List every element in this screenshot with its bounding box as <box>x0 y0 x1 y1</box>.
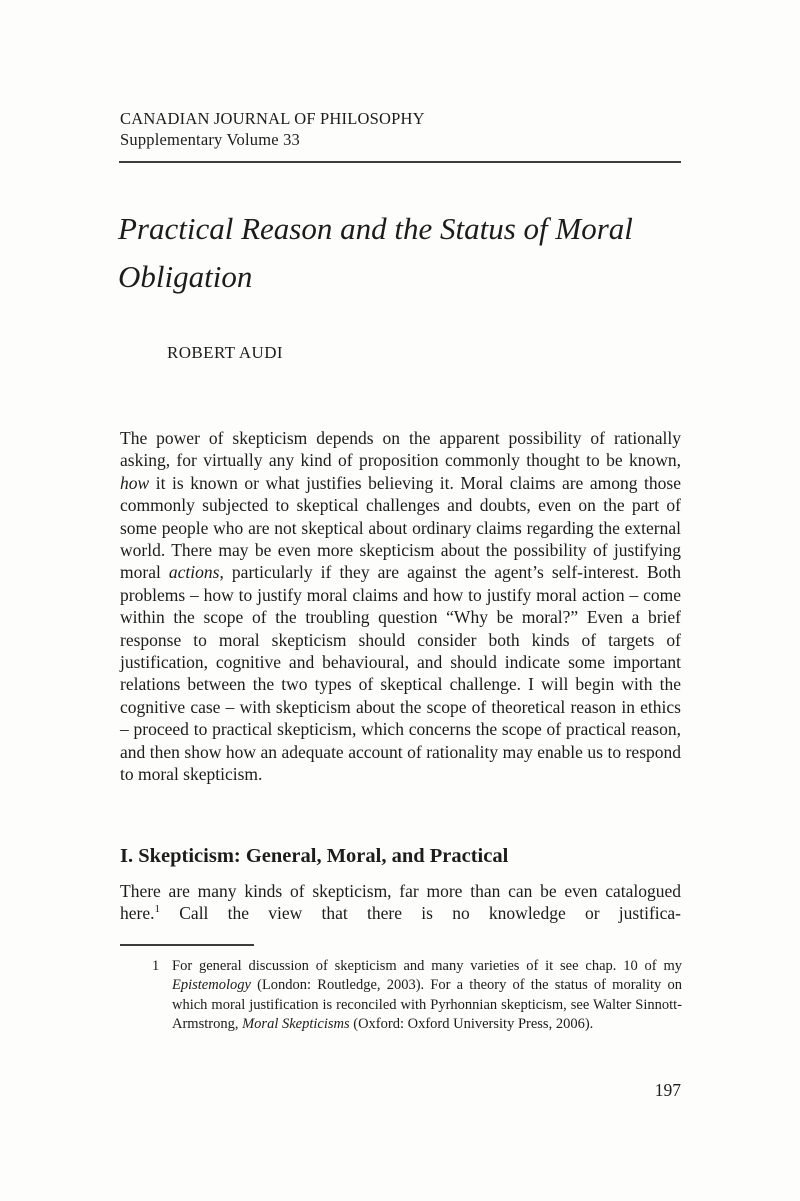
article-title <box>118 205 718 301</box>
journal-header <box>120 108 681 150</box>
author-name: ROBERT AUDI <box>167 343 283 362</box>
article-title-line2: Obligation <box>118 259 253 294</box>
footnote-text: For general discussion of skepticism and many varieties of it see chap. 10 of my Epistemology (London: Routledge, 2003). For a theory of the status of morality on which moral justification is reconciled with Pyrhonnian skepticism, see Walter Sinnott-Armstrong, Moral Skepticisms (Oxford: Oxford University Press, 2006). <box>172 958 682 1033</box>
footnote-separator-rule <box>120 944 254 946</box>
footnote <box>152 957 682 1035</box>
page-number: 197 <box>654 1080 681 1100</box>
header-rule <box>119 161 681 163</box>
section-heading: I. Skepticism: General, Moral, and Practical <box>120 845 509 867</box>
journal-name: CANADIAN JOURNAL OF PHILOSOPHY <box>120 109 425 128</box>
journal-volume: Supplementary Volume 33 <box>120 130 300 149</box>
section-paragraph: There are many kinds of skepticism, far more than can be even catalogued here.$^1$ Call the view that there is no knowledge or justifica- <box>120 881 681 924</box>
footnote-number: 1 <box>152 958 160 974</box>
article-title-line1: Practical Reason and the Status of Moral <box>118 211 633 246</box>
intro-paragraph: The power of skepticism depends on the apparent possibility of rationally asking, for virtually any kind of proposition commonly thought to be known, how it is known or what justifies believing it. Moral claims are among those commonly subjected to skeptical challenges and doubts, even on the part of some people who are not skeptical about ordinary claims regarding the external world. There may be even more skepticism about the possibility of justifying moral actions, particularly if they are against the agent’s self-interest. Both problems – how to justify moral claims and how to justify moral action – come within the scope of the troubling question “Why be moral?” Even a brief response to moral skepticism should consider both kinds of targets of justification, cognitive and behavioural, and should indicate some important relations between the two types of skeptical challenge. I will begin with the cognitive case – with skepticism about the scope of theoretical reason in ethics – proceed to practical skepticism, which concerns the scope of practical reason, and then show how an adequate account of rationality may enable us to respond to moral skepticism. <box>120 428 681 785</box>
